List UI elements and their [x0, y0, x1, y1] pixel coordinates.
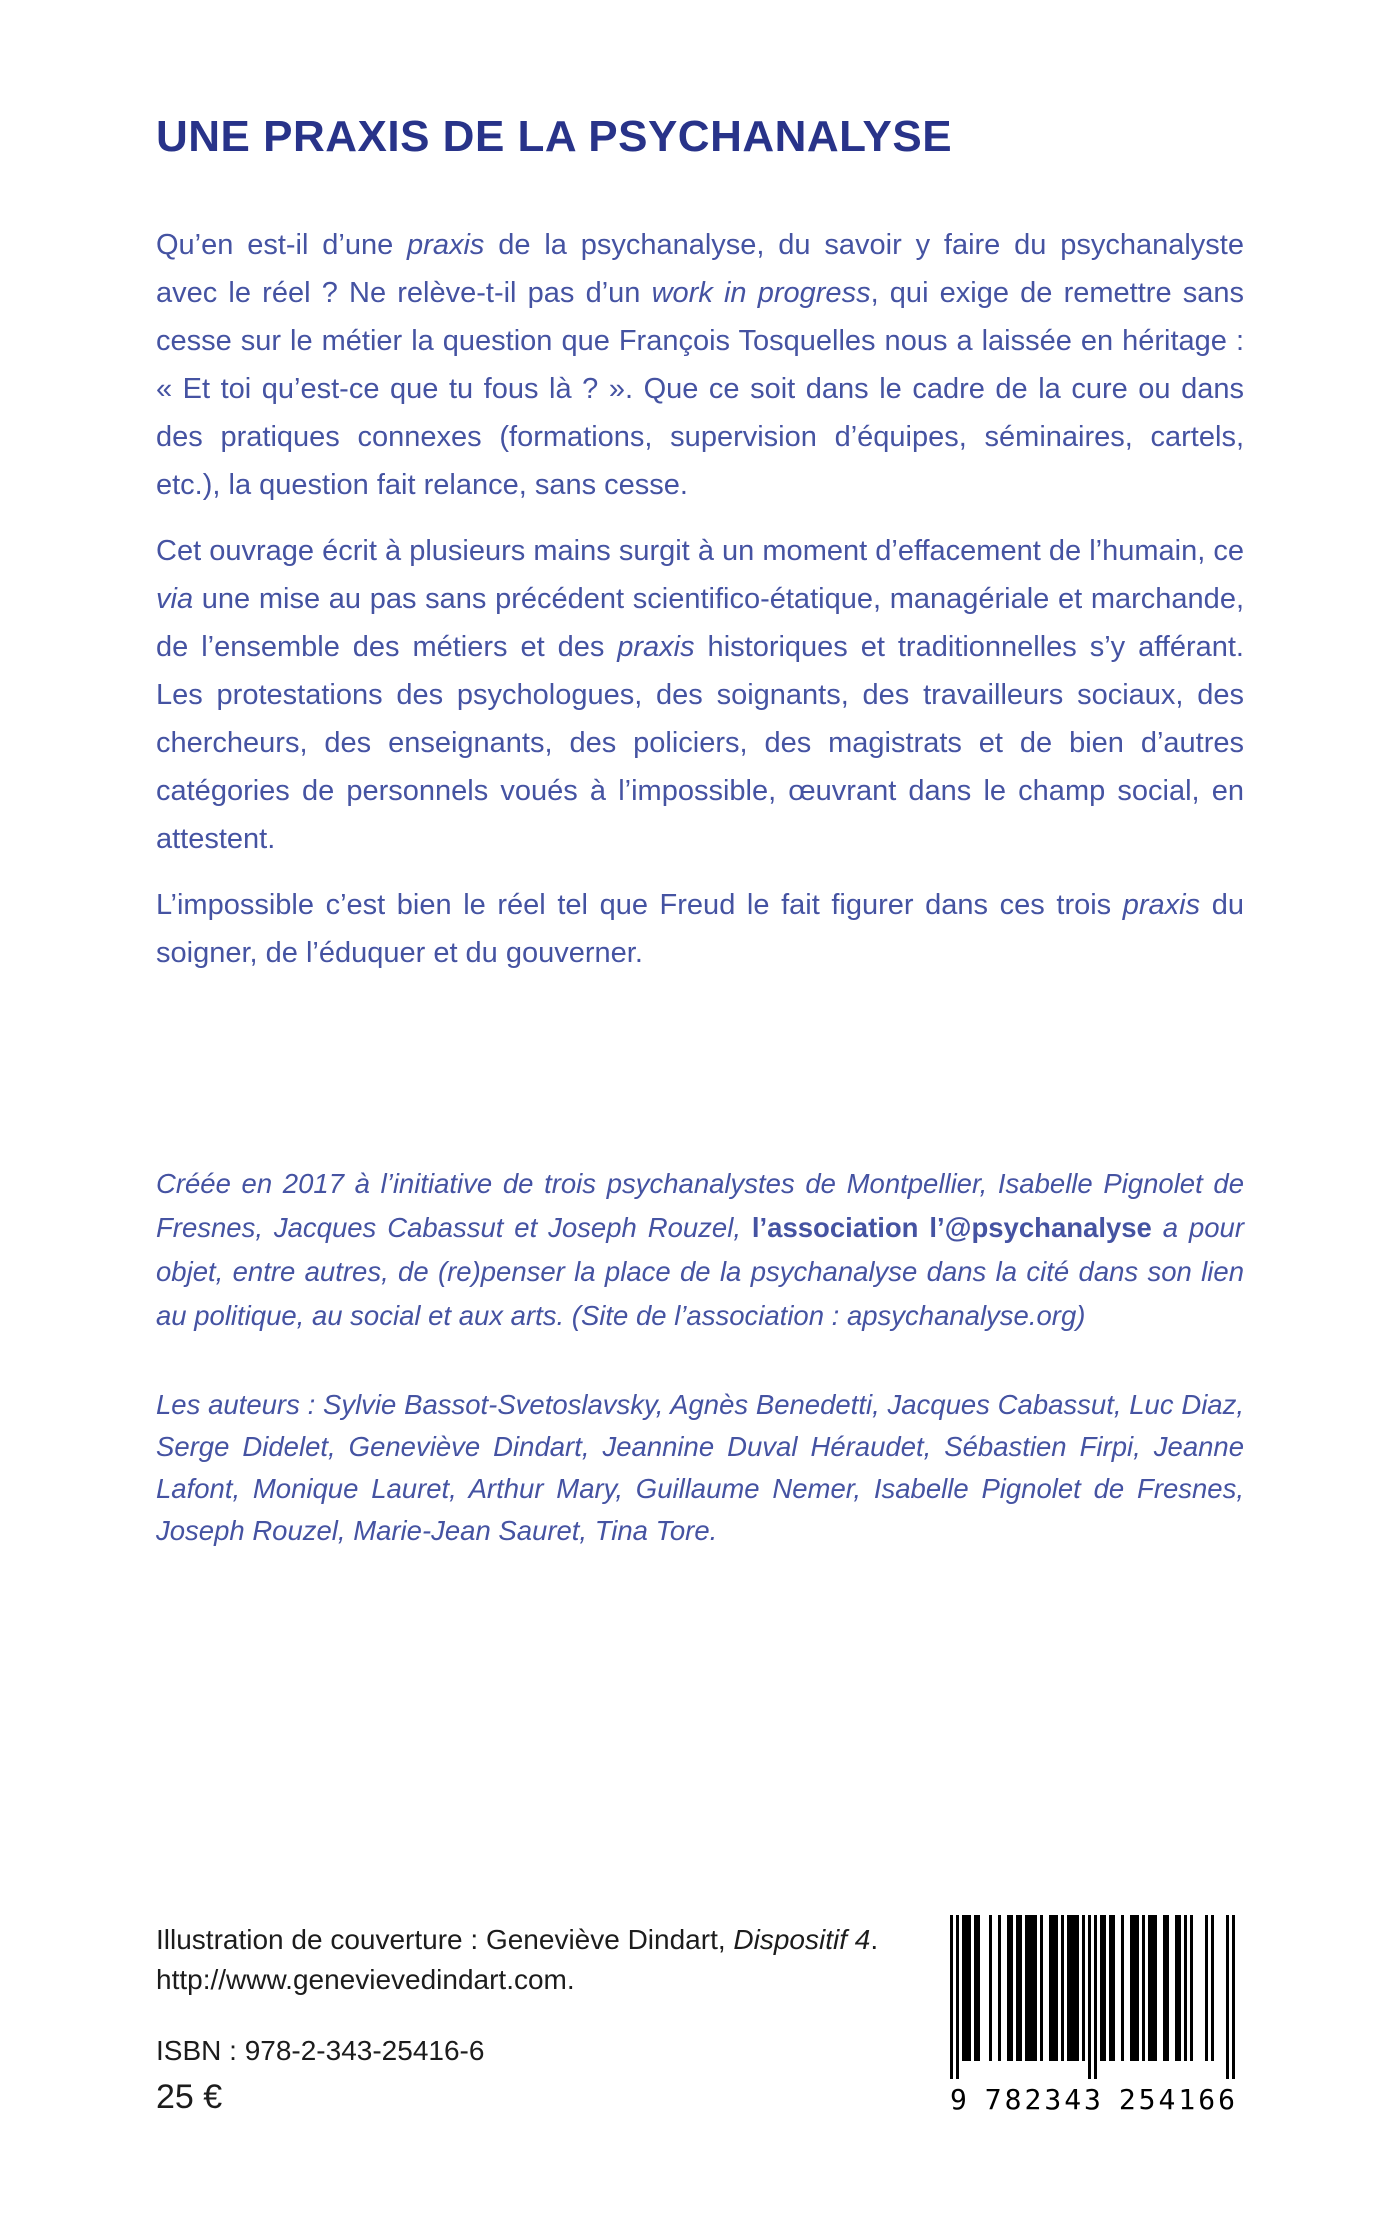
- authors-note: [156, 1384, 1244, 1552]
- cover-credits: [156, 1920, 878, 2000]
- isbn: ISBN : 978-2-343-25416-6: [156, 2035, 485, 2066]
- barcode: [950, 1915, 1238, 2116]
- association-paragraph: Créée en 2017 à l’initiative de trois psychanalystes de Montpellier, Isabelle Pignolet de Fresnes, Jacques Cabassut et Joseph Rouzel, l’association l’@psychanalyse a pour objet, entre autres, de (re)penser la place de la psychanalyse dans la cité dans son lien au politique, au social et aux arts. (Site de l’association : apsychanalyse.org): [156, 1167, 1245, 1331]
- authors-paragraph: Les auteurs : Sylvie Bassot-Svetoslavsky, Agnès Benedetti, Jacques Cabassut, Luc Diaz, Serge Didelet, Geneviève Dindart, Jeannine Duval Héraudet, Sébastien Firpi, Jeanne Lafont, Monique Lauret, Arthur Mary, Guillaume Nemer, Isabelle Pignolet de Fresnes, Joseph Rouzel, Marie-Jean Sauret, Tina Tore.: [156, 1388, 1244, 1546]
- association-note: [156, 1162, 1244, 1338]
- blurb-paragraph-2: Cet ouvrage écrit à plusieurs mains surgit à un moment d’effacement de l’humain, ce via une mise au pas sans précédent scientifico-étatique, managériale et marchande, de l’ensemble des métiers et des praxis historiques et traditionnelles s’y afférant. Les protestations des psychologues, des soignants, des travailleurs sociaux, des chercheurs, des enseignants, des policiers, des magistrats et de bien d’autres catégories de personnels voués à l’impossible, œuvrant dans le champ social, en attestent.: [156, 534, 1244, 855]
- page-title: UNE PRAXIS DE LA PSYCHANALYSE: [156, 112, 953, 161]
- barcode-digit-group: 9: [950, 2083, 970, 2116]
- barcode-digit-group: 782343: [984, 2083, 1104, 2116]
- illustration-credit: Illustration de couverture : Geneviève Dindart, Dispositif 4.: [156, 1924, 879, 1955]
- cover-text-block: [156, 112, 1244, 1552]
- illustrator-url: http://www.genevievedindart.com.: [156, 1964, 575, 1995]
- barcode-digit-group: 254166: [1118, 2083, 1238, 2116]
- barcode-number: [950, 2083, 1238, 2116]
- blurb: [156, 221, 1244, 977]
- blurb-paragraph-1: Qu’en est-il d’une praxis de la psychanalyse, du savoir y faire du psychanalyste avec le réel ? Ne relève-t-il pas d’un work in progress, qui exige de remettre sans cesse sur le métier la question que François Tosquelles nous a laissée en héritage : « Et toi qu’est-ce que tu fous là ? ». Que ce soit dans le cadre de la cure ou dans des pratiques connexes (formations, supervision d’équipes, séminaires, cartels, etc.), la question fait relance, sans cesse.: [156, 228, 1245, 501]
- barcode-bars: [950, 1915, 1238, 2081]
- price: 25 €: [156, 2078, 223, 2116]
- blurb-paragraph-3: L’impossible c’est bien le réel tel que Freud le fait figurer dans ces trois praxis du soigner, de l’éduquer et du gouverner.: [156, 888, 1244, 969]
